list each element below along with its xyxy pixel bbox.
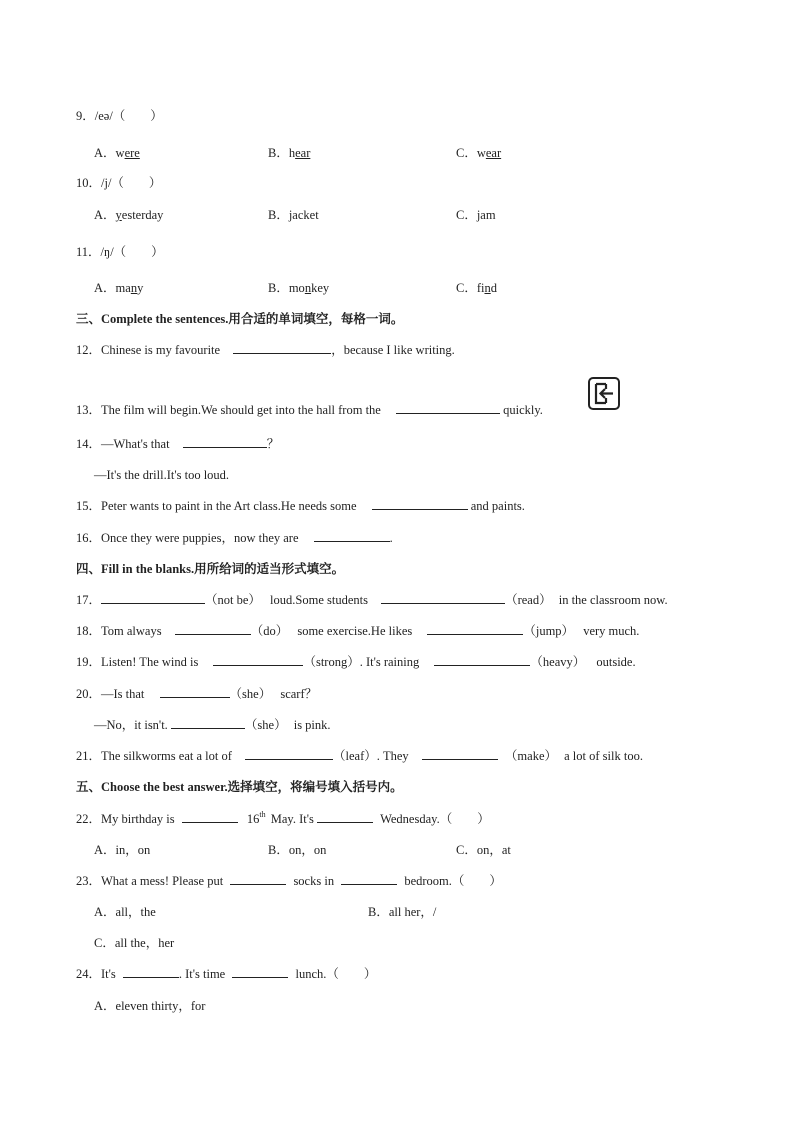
hint: （strong） bbox=[303, 655, 360, 669]
hint: （jump） bbox=[523, 624, 575, 638]
answer-blank[interactable] bbox=[427, 623, 523, 635]
question-20-reply: —No，it isn't. （she） is pink. bbox=[94, 718, 331, 732]
underlined-letters: n bbox=[484, 281, 491, 295]
exit-door-icon bbox=[590, 379, 618, 408]
answer-blank[interactable] bbox=[182, 811, 238, 823]
option-c: C．jam bbox=[456, 208, 496, 222]
hint: （make） bbox=[504, 749, 557, 763]
underlined-letters: ear bbox=[295, 146, 311, 160]
option-c: C．all the，her bbox=[94, 936, 175, 950]
underlined-letters: ear bbox=[485, 146, 502, 160]
answer-blank[interactable] bbox=[434, 654, 530, 666]
question-number: 9． bbox=[76, 109, 95, 123]
phonetic-prompt: /j/（ ） bbox=[101, 176, 162, 190]
question-11 bbox=[76, 244, 164, 260]
underlined-letters: y bbox=[115, 208, 122, 222]
question-9 bbox=[76, 108, 163, 124]
option-b: B．on，on bbox=[268, 843, 327, 857]
option-a: A．yesterday bbox=[94, 208, 164, 222]
option-c: C．find bbox=[456, 281, 497, 295]
section-heading: 四、Fill in the blanks.用所给词的适当形式填空。 bbox=[76, 562, 345, 576]
hint: （read） bbox=[505, 593, 552, 607]
option-c: C．wear bbox=[456, 146, 502, 160]
answer-blank[interactable] bbox=[381, 592, 505, 604]
question-19: 19．Listen! The wind is （strong）. It's raining （heavy） outside. bbox=[76, 655, 636, 669]
option-c: C．on，at bbox=[456, 843, 511, 857]
answer-blank[interactable] bbox=[171, 717, 245, 729]
option-a: A．all，the bbox=[94, 905, 156, 919]
question-17: 17． （not be） loud.Some students （read） in the classroom now. bbox=[76, 593, 668, 607]
phonetic-prompt: /ŋ/（ ） bbox=[100, 245, 164, 259]
section-heading: 三、Complete the sentences.用合适的单词填空，每格一词。 bbox=[76, 312, 404, 326]
question-23: 23．What a mess! Please put socks in bedroom.（ ） bbox=[76, 874, 502, 888]
question-14-reply: —It's the drill.It's too loud. bbox=[94, 468, 230, 482]
question-24: 24．It's . It's time lunch.（ ） bbox=[76, 967, 377, 981]
answer-blank[interactable] bbox=[101, 592, 205, 604]
hint: （do） bbox=[250, 624, 289, 638]
answer-blank[interactable] bbox=[183, 436, 267, 448]
answer-blank[interactable] bbox=[317, 811, 373, 823]
option-b: B．all her，/ bbox=[368, 905, 437, 919]
section-heading: 五、Choose the best answer.选择填空，将编号填入括号内。 bbox=[76, 780, 403, 794]
option-b: B．jacket bbox=[268, 208, 319, 222]
question-18: 18．Tom always （do） some exercise.He likes （jump） very much. bbox=[76, 624, 640, 638]
answer-blank[interactable] bbox=[422, 748, 498, 760]
answer-blank[interactable] bbox=[123, 966, 179, 978]
option-a: A．many bbox=[94, 281, 144, 295]
question-21: 21．The silkworms eat a lot of （leaf）. They （make） a lot of silk too. bbox=[76, 749, 643, 763]
hint: （she） bbox=[229, 687, 272, 701]
option-a: A．eleven thirty，for bbox=[94, 999, 206, 1013]
question-number: 11． bbox=[76, 245, 101, 259]
question-10 bbox=[76, 175, 161, 191]
question-22: 22．My birthday is 16th May. It's Wednesday.（ ） bbox=[76, 810, 490, 826]
exit-door-icon[interactable] bbox=[588, 377, 620, 410]
answer-blank[interactable] bbox=[314, 530, 390, 542]
question-16: 16．Once they were puppies，now they are . bbox=[76, 531, 393, 545]
option-a: A．were bbox=[94, 146, 140, 160]
answer-blank[interactable] bbox=[233, 342, 331, 354]
underlined-letters: ere bbox=[124, 146, 140, 160]
answer-blank[interactable] bbox=[213, 654, 303, 666]
hint: （not be） bbox=[205, 593, 261, 607]
hint: （leaf）. They bbox=[333, 749, 409, 763]
question-number: 10． bbox=[76, 176, 102, 190]
underlined-letters: n bbox=[304, 281, 312, 295]
hint: （heavy） bbox=[530, 655, 586, 669]
answer-blank[interactable] bbox=[230, 873, 286, 885]
hint: （she） bbox=[244, 718, 287, 732]
answer-blank[interactable] bbox=[341, 873, 397, 885]
answer-blank[interactable] bbox=[245, 748, 333, 760]
question-20: 20．—Is that （she） scarf？ bbox=[76, 687, 318, 701]
answer-blank[interactable] bbox=[160, 686, 230, 698]
option-b: B．monkey bbox=[268, 281, 330, 295]
question-15: 15．Peter wants to paint in the Art class.He needs some and paints. bbox=[76, 499, 525, 513]
option-a: A．in，on bbox=[94, 843, 151, 857]
phonetic-prompt: /eə/（ ） bbox=[94, 109, 163, 123]
underlined-letters: n bbox=[130, 281, 138, 295]
answer-blank[interactable] bbox=[396, 402, 500, 414]
option-b: B．hear bbox=[268, 146, 311, 160]
question-12: 12．Chinese is my favourite ，because I like writing. bbox=[76, 343, 455, 357]
question-13: 13．The film will begin.We should get into the hall from the quickly. bbox=[76, 403, 543, 417]
answer-blank[interactable] bbox=[232, 966, 288, 978]
question-14: 14．—What's that ？ bbox=[76, 437, 280, 451]
answer-blank[interactable] bbox=[175, 623, 251, 635]
answer-blank[interactable] bbox=[372, 498, 468, 510]
